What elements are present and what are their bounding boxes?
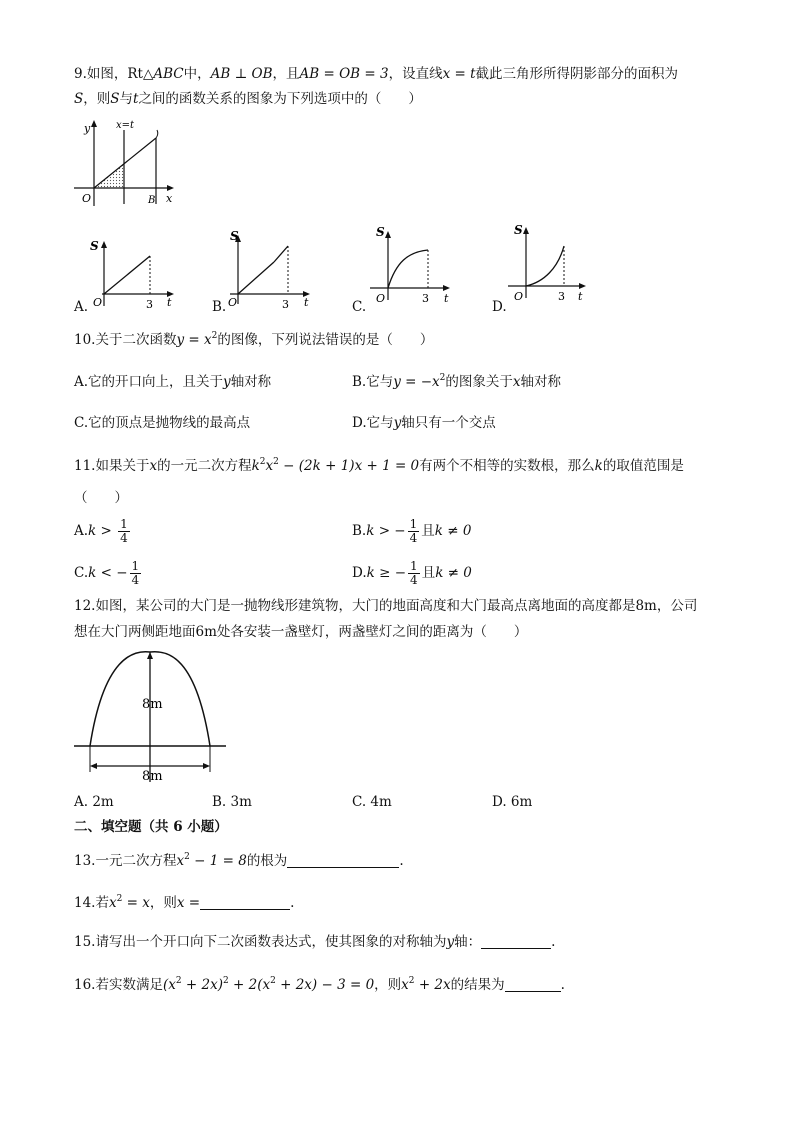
q12-line1: 12.如图，某公司的大门是一抛物线形建筑物，大门的地面高度和大门最高点离地面的高度都是8m，公司	[74, 598, 698, 614]
section-heading: 二、填空题（共 6 小题）	[74, 819, 228, 835]
concave-curve	[388, 250, 428, 288]
svg-text:S: S	[514, 223, 523, 237]
convex-curve	[526, 246, 564, 286]
svg-text:S: S	[230, 229, 239, 243]
q10-stem: 10.关于二次函数$y = x^2$的图像，下列说法错误的是（ ）	[74, 331, 434, 348]
q12-line2: 想在大门两侧距地面6m处各安装一盏壁灯，两盏壁灯之间的距离为（ ）	[74, 624, 528, 640]
fraction-one-quarter: $\frac{1}{4}$	[410, 559, 418, 587]
q11-paren: （ ）	[74, 490, 128, 506]
q9-option-d-graph[interactable]	[506, 220, 596, 306]
q9-triangle-figure	[70, 116, 180, 208]
q10-option-d[interactable]: D.它与y轴只有一个交点	[352, 415, 496, 431]
svg-text:t: t	[444, 292, 449, 305]
hypotenuse	[94, 138, 156, 188]
q9-option-c-graph[interactable]	[366, 222, 456, 308]
svg-text:O: O	[93, 296, 103, 309]
fraction-one-quarter: $\frac{1}{4}$	[131, 559, 140, 587]
q11-stem: 11.如果关于x的一元二次方程$k^2x^2 - (2k + 1)x + 1 = 0$有两个不相等的实数根，那么k的取值范围是	[74, 457, 684, 474]
q9-option-a-graph[interactable]	[88, 236, 178, 312]
linear-curve	[104, 256, 150, 294]
q12-option-d[interactable]: D. 6m	[492, 794, 533, 810]
fig-x-label: x	[166, 192, 173, 205]
svg-text:O: O	[514, 290, 524, 303]
q12-option-c[interactable]: C. 4m	[352, 794, 392, 810]
q9-option-b-label[interactable]: B.	[212, 299, 227, 315]
fig-o-label: O	[82, 192, 92, 205]
fig-xt-label: x=t	[116, 120, 135, 131]
q10-option-a[interactable]: A.它的开口向上，且关于y轴对称	[74, 374, 272, 390]
q11-option-a[interactable]: A.k > $\frac{1}{4}$	[74, 517, 128, 545]
q12-parabola-gate-figure	[70, 646, 230, 786]
q9-option-d-label[interactable]: D.	[492, 299, 507, 315]
linear-then-steeper-curve	[238, 262, 274, 294]
q11-option-c[interactable]: C.k < − $\frac{1}{4}$	[74, 559, 140, 587]
svg-text:t: t	[304, 296, 309, 309]
q12-option-a[interactable]: A. 2m	[74, 794, 114, 810]
q12-option-b[interactable]: B. 3m	[212, 794, 252, 810]
height-label: 8m	[142, 697, 163, 712]
q10-option-c[interactable]: C.它的顶点是抛物线的最高点	[74, 415, 251, 431]
q9-option-b-graph[interactable]	[226, 226, 316, 312]
svg-text:t: t	[578, 290, 583, 303]
svg-text:3: 3	[282, 298, 289, 311]
svg-text:3: 3	[422, 292, 429, 305]
fraction-one-quarter: $\frac{1}{4}$	[409, 517, 418, 545]
width-label: 8m	[142, 769, 163, 784]
q10-option-b[interactable]: B.它与$y = -x^2$的图象关于x轴对称	[352, 373, 562, 390]
q9-option-a-label[interactable]: A.	[74, 299, 89, 315]
q9-line2: S，则S与t之间的函数关系的图象为下列选项中的（ ）	[74, 91, 422, 107]
svg-text:3: 3	[146, 298, 153, 311]
q11-option-d[interactable]: D.k ≥ − $\frac{1}{4}$ 且k ≠ 0	[352, 559, 472, 587]
fraction-one-quarter: $\frac{1}{4}$	[120, 517, 128, 545]
q13: 13.一元二次方程$x^2 - 1 = 8$的根为 .	[74, 852, 404, 869]
svg-text:t: t	[167, 296, 172, 309]
q14-answer-blank[interactable]	[200, 895, 290, 910]
svg-text:S: S	[90, 239, 99, 253]
q14: 14.若$x^2 = x$，则x = .	[74, 894, 295, 911]
q11-option-b[interactable]: B.k > − $\frac{1}{4}$ 且k ≠ 0	[352, 517, 472, 545]
q13-answer-blank[interactable]	[287, 853, 399, 868]
svg-text:O: O	[376, 292, 386, 305]
q9-option-c-label[interactable]: C.	[352, 299, 367, 315]
q15-answer-blank[interactable]	[481, 934, 551, 949]
svg-text:O: O	[228, 296, 238, 309]
q15: 15.请写出一个开口向下二次函数表达式，使其图象的对称轴为y轴： .	[74, 934, 556, 950]
q16: 16.若实数满足$(x^2 + 2x)^2 + 2(x^2 + 2x) - 3 = 0$，则$x^2 + 2x$的结果为 .	[74, 976, 565, 993]
svg-text:3: 3	[558, 290, 565, 303]
fig-b-label: B	[148, 195, 156, 206]
svg-text:S: S	[376, 225, 385, 239]
q16-answer-blank[interactable]	[505, 977, 561, 992]
fig-y-label: y	[84, 122, 91, 135]
q9-line1: 9.如图，Rt△ABC中，AB ⊥ OB，且AB = OB = 3，设直线x = t截此三角形所得阴影部分的面积为	[74, 66, 679, 82]
